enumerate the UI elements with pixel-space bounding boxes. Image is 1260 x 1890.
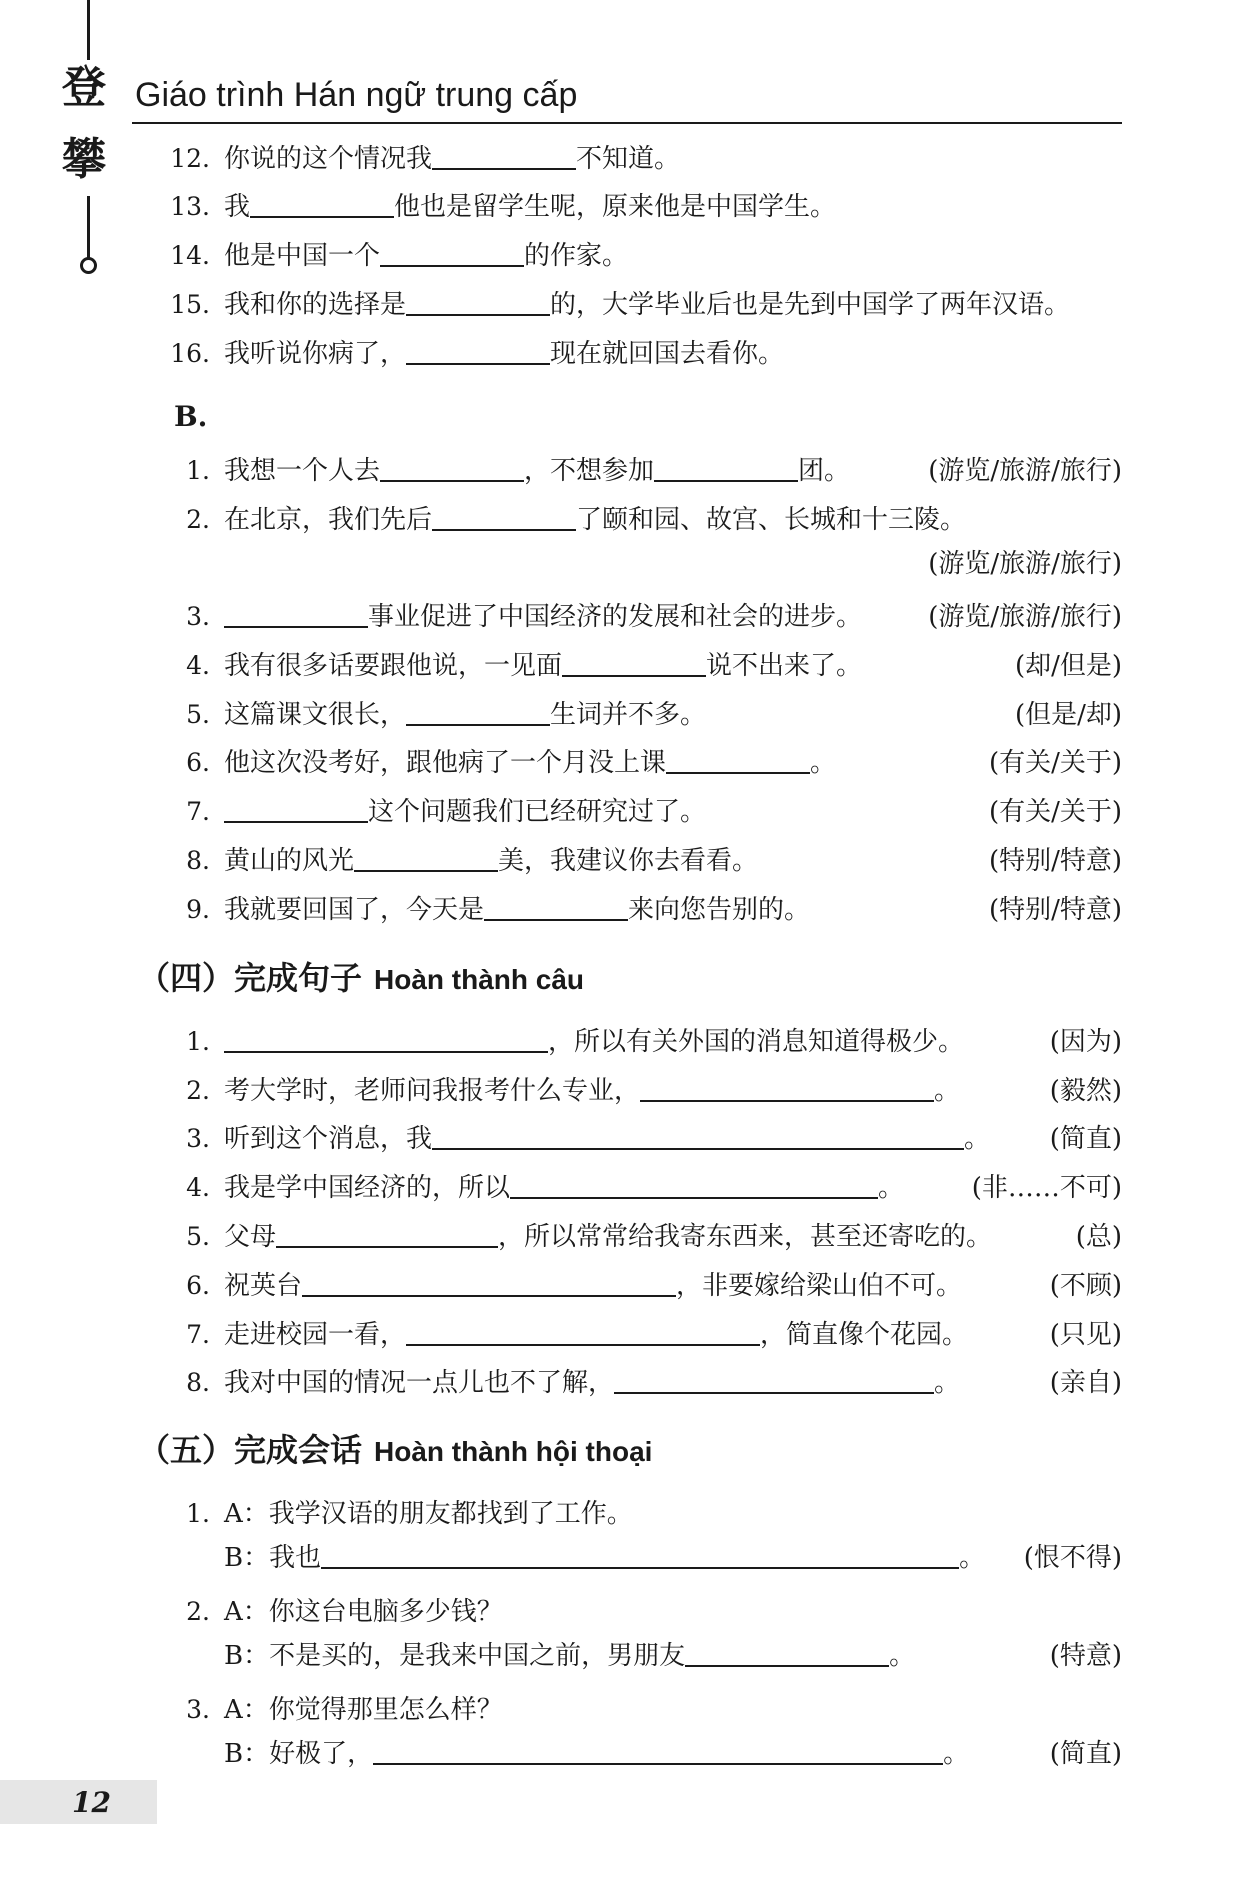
answer-blank[interactable] — [640, 1076, 934, 1102]
item-number: 6. — [186, 748, 210, 777]
answer-blank[interactable] — [224, 602, 368, 628]
exercise-line: 我和你的选择是 的，大学毕业后也是先到中国学了两年汉语。 — [224, 290, 1071, 320]
exercise-line: 他是中国一个 的作家。 — [224, 241, 629, 271]
item-number: 14. — [170, 241, 210, 270]
exercise-line: 事业促进了中国经济的发展和社会的进步。 — [224, 600, 862, 634]
exercise-line: 他这次没考好，跟他病了一个月没上课 。 — [224, 748, 837, 778]
dialogue-a: A：你这台电脑多少钱？ — [224, 1597, 503, 1627]
word-hint: (恨不得) — [1023, 1543, 1122, 1573]
item-number: 6. — [186, 1271, 210, 1300]
answer-blank[interactable] — [432, 1124, 964, 1150]
answer-blank[interactable] — [224, 1027, 548, 1053]
exercise-line: 我听说你病了， 现在就回国去看你。 — [224, 339, 785, 369]
word-hint: (游览/旅游/旅行) — [928, 456, 1122, 486]
exercise-line: 我是学中国经济的，所以 。 — [224, 1173, 905, 1203]
answer-blank[interactable] — [406, 1320, 760, 1346]
word-hint: (毅然) — [1049, 1076, 1122, 1106]
answer-blank[interactable] — [224, 797, 368, 823]
ornament-ring — [80, 257, 97, 274]
exercise-line: ，所以有关外国的消息知道得极少。 — [224, 1025, 964, 1059]
exercise-line: 我有很多话要跟他说，一见面 说不出来了。 — [224, 651, 863, 681]
exercise-line: 我就要回国了，今天是 来向您告别的。 — [224, 895, 811, 925]
word-hint: (特别/特意) — [988, 895, 1122, 925]
answer-blank[interactable] — [380, 456, 524, 482]
word-hint: (特意) — [1049, 1641, 1122, 1671]
answer-blank[interactable] — [666, 748, 810, 774]
answer-blank[interactable] — [432, 144, 576, 170]
answer-blank[interactable] — [614, 1368, 934, 1394]
word-hint: (有关/关于) — [988, 748, 1122, 778]
answer-blank[interactable] — [250, 192, 394, 218]
word-hint: (却/但是) — [1014, 651, 1122, 681]
exercise-line: 在北京，我们先后 了颐和园、故宫、长城和十三陵。 — [224, 505, 967, 535]
answer-blank[interactable] — [406, 700, 550, 726]
exercise-line: 我 他也是留学生呢，原来他是中国学生。 — [224, 192, 837, 222]
word-hint: (不顾) — [1049, 1271, 1122, 1301]
section-4-title: （四）完成句子 Hoàn thành câu — [138, 959, 585, 997]
answer-blank[interactable] — [510, 1173, 878, 1199]
exercise-line: 听到这个消息，我 。 — [224, 1124, 991, 1154]
word-hint: (只见) — [1049, 1320, 1122, 1350]
answer-blank[interactable] — [373, 1739, 943, 1765]
word-hint: (简直) — [1049, 1739, 1122, 1769]
section-5-title: （五）完成会话 Hoàn thành hội thoại — [138, 1431, 653, 1469]
word-hint: (亲自) — [1049, 1368, 1122, 1398]
item-number: 7. — [186, 1320, 210, 1349]
logo-char-1: 登 — [62, 62, 106, 113]
answer-blank[interactable] — [380, 241, 524, 267]
item-number: 13. — [170, 192, 210, 221]
dialogue-b: B：我也 。 — [224, 1543, 986, 1573]
dialogue-a: A：你觉得那里怎么样？ — [224, 1695, 503, 1725]
exercise-line: 你说的这个情况我 不知道。 — [224, 144, 681, 174]
item-number: 8. — [186, 846, 210, 875]
item-number: 7. — [186, 797, 210, 826]
answer-blank[interactable] — [654, 456, 798, 482]
item-number: 1. — [186, 1027, 210, 1056]
part-b-label: B. — [174, 400, 208, 433]
item-number: 2. — [186, 1076, 210, 1105]
page-number: 12 — [72, 1786, 111, 1819]
answer-blank[interactable] — [276, 1222, 498, 1248]
ornament-line-top — [87, 0, 90, 60]
item-number: 15. — [170, 290, 210, 319]
exercise-line: 我想一个人去 ，不想参加 团。 — [224, 456, 851, 486]
word-hint: (有关/关于) — [988, 797, 1122, 827]
item-number: 3. — [186, 602, 210, 631]
word-hint: (非……不可) — [971, 1173, 1122, 1203]
word-hint: (因为) — [1049, 1027, 1122, 1057]
exercise-line: 这篇课文很长， 生词并不多。 — [224, 700, 707, 730]
answer-blank[interactable] — [685, 1641, 889, 1667]
exercise-line: 这个问题我们已经研究过了。 — [224, 795, 706, 829]
item-number: 4. — [186, 1173, 210, 1202]
word-hint: (但是/却) — [1014, 700, 1122, 730]
word-hint: (特别/特意) — [988, 846, 1122, 876]
book-title: Giáo trình Hán ngữ trung cấp — [135, 76, 578, 114]
item-number: 5. — [186, 1222, 210, 1251]
word-hint: (简直) — [1049, 1124, 1122, 1154]
item-number: 2. — [186, 505, 210, 534]
logo-char-2: 攀 — [62, 134, 106, 185]
word-hint: (总) — [1075, 1222, 1122, 1252]
item-number: 3. — [186, 1124, 210, 1153]
answer-blank[interactable] — [354, 846, 498, 872]
dialogue-a: A：我学汉语的朋友都找到了工作。 — [224, 1499, 633, 1529]
item-number: 12. — [170, 144, 210, 173]
word-hint: (游览/旅游/旅行) — [928, 549, 1122, 579]
item-number: 3. — [186, 1695, 210, 1724]
exercise-line: 考大学时，老师问我报考什么专业， 。 — [224, 1076, 961, 1106]
answer-blank[interactable] — [432, 505, 576, 531]
answer-blank[interactable] — [321, 1543, 959, 1569]
word-hint: (游览/旅游/旅行) — [928, 602, 1122, 632]
answer-blank[interactable] — [406, 290, 550, 316]
item-number: 4. — [186, 651, 210, 680]
exercise-line: 我对中国的情况一点儿也不了解， 。 — [224, 1368, 961, 1398]
header-rule — [132, 122, 1122, 124]
dialogue-b: B：好极了， 。 — [224, 1739, 970, 1769]
answer-blank[interactable] — [302, 1271, 676, 1297]
item-number: 5. — [186, 700, 210, 729]
item-number: 9. — [186, 895, 210, 924]
answer-blank[interactable] — [484, 895, 628, 921]
exercise-line: 走进校园一看， ，简直像个花园。 — [224, 1320, 969, 1350]
exercise-line: 父母 ，所以常常给我寄东西来，甚至还寄吃的。 — [224, 1222, 993, 1252]
item-number: 1. — [186, 1499, 210, 1528]
item-number: 8. — [186, 1368, 210, 1397]
dialogue-b: B：不是买的，是我来中国之前，男朋友 。 — [224, 1641, 916, 1671]
item-number: 16. — [170, 339, 210, 368]
item-number: 2. — [186, 1597, 210, 1626]
answer-blank[interactable] — [406, 339, 550, 365]
item-number: 1. — [186, 456, 210, 485]
answer-blank[interactable] — [562, 651, 706, 677]
exercise-line: 黄山的风光 美，我建议你去看看。 — [224, 846, 759, 876]
exercise-line: 祝英台 ，非要嫁给梁山伯不可。 — [224, 1271, 963, 1301]
ornament-line-bottom — [87, 196, 90, 258]
